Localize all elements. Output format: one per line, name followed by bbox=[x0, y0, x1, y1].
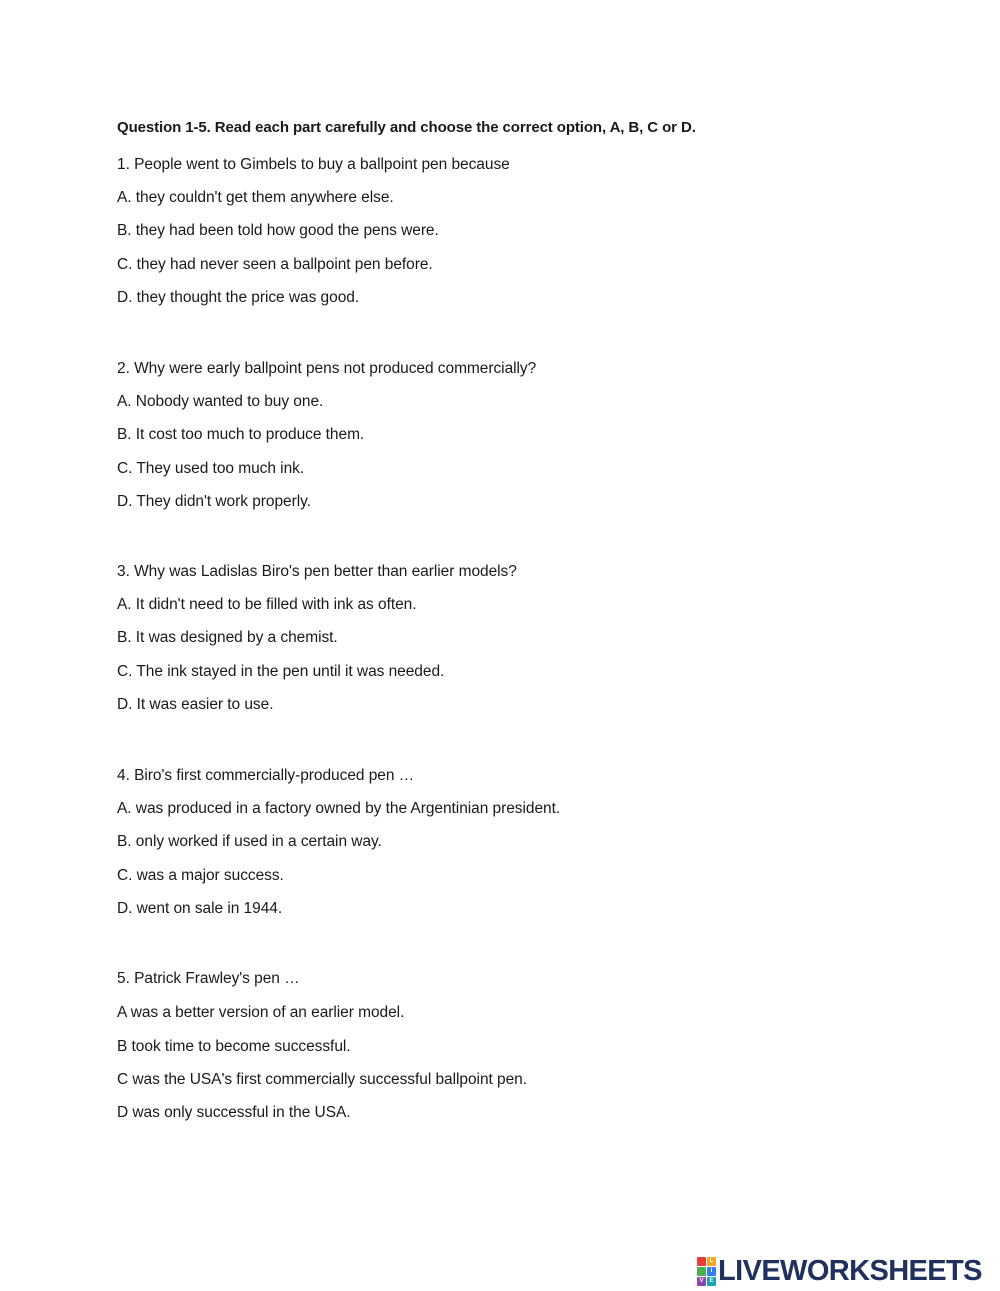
question-4-prompt: 4. Biro's first commercially-produced pen … bbox=[117, 767, 415, 784]
question-3-prompt: 3. Why was Ladislas Biro's pen better than earlier models? bbox=[117, 563, 517, 580]
question-1-option-a: A. they couldn't get them anywhere else. bbox=[117, 189, 394, 206]
question-2-option-b: B. It cost too much to produce them. bbox=[117, 426, 365, 443]
question-3-option-b: B. It was designed by a chemist. bbox=[117, 629, 338, 646]
question-5-prompt: 5. Patrick Frawley's pen … bbox=[117, 970, 300, 987]
logo-square: L bbox=[707, 1257, 716, 1266]
logo-square bbox=[697, 1267, 706, 1276]
question-4-option-c: C. was a major success. bbox=[117, 867, 284, 884]
question-5-option-c: C was the USA's first commercially successful ballpoint pen. bbox=[117, 1071, 527, 1088]
liveworksheets-logo bbox=[697, 1255, 982, 1287]
logo-square bbox=[697, 1257, 706, 1266]
question-3-option-c: C. The ink stayed in the pen until it was needed. bbox=[117, 663, 445, 680]
question-1-option-b: B. they had been told how good the pens were. bbox=[117, 222, 439, 239]
logo-square: I bbox=[707, 1267, 716, 1276]
question-4-option-d: D. went on sale in 1944. bbox=[117, 900, 283, 917]
question-1-prompt: 1. People went to Gimbels to buy a ballpoint pen because bbox=[117, 156, 510, 173]
question-5-option-d: D was only successful in the USA. bbox=[117, 1104, 351, 1121]
question-2-option-a: A. Nobody wanted to buy one. bbox=[117, 393, 324, 410]
question-2-prompt: 2. Why were early ballpoint pens not produced commercially? bbox=[117, 360, 537, 377]
logo-text: LIVEWORKSHEETS bbox=[718, 1255, 982, 1287]
instructions-heading: Question 1-5. Read each part carefully and choose the correct option, A, B, C or D. bbox=[117, 119, 696, 136]
question-4-option-a: A. was produced in a factory owned by the Argentinian president. bbox=[117, 800, 561, 817]
logo-squares-icon bbox=[697, 1257, 716, 1286]
question-2-option-c: C. They used too much ink. bbox=[117, 460, 305, 477]
logo-square: V bbox=[697, 1277, 706, 1286]
question-1-option-c: C. they had never seen a ballpoint pen before. bbox=[117, 256, 433, 273]
question-1-option-d: D. they thought the price was good. bbox=[117, 289, 360, 306]
logo-square: E bbox=[707, 1277, 716, 1286]
question-3-option-a: A. It didn't need to be filled with ink as often. bbox=[117, 596, 417, 613]
question-3-option-d: D. It was easier to use. bbox=[117, 696, 274, 713]
question-5-option-a: A was a better version of an earlier model. bbox=[117, 1004, 405, 1021]
question-2-option-d: D. They didn't work properly. bbox=[117, 493, 311, 510]
question-4-option-b: B. only worked if used in a certain way. bbox=[117, 833, 382, 850]
question-5-option-b: B took time to become successful. bbox=[117, 1038, 351, 1055]
